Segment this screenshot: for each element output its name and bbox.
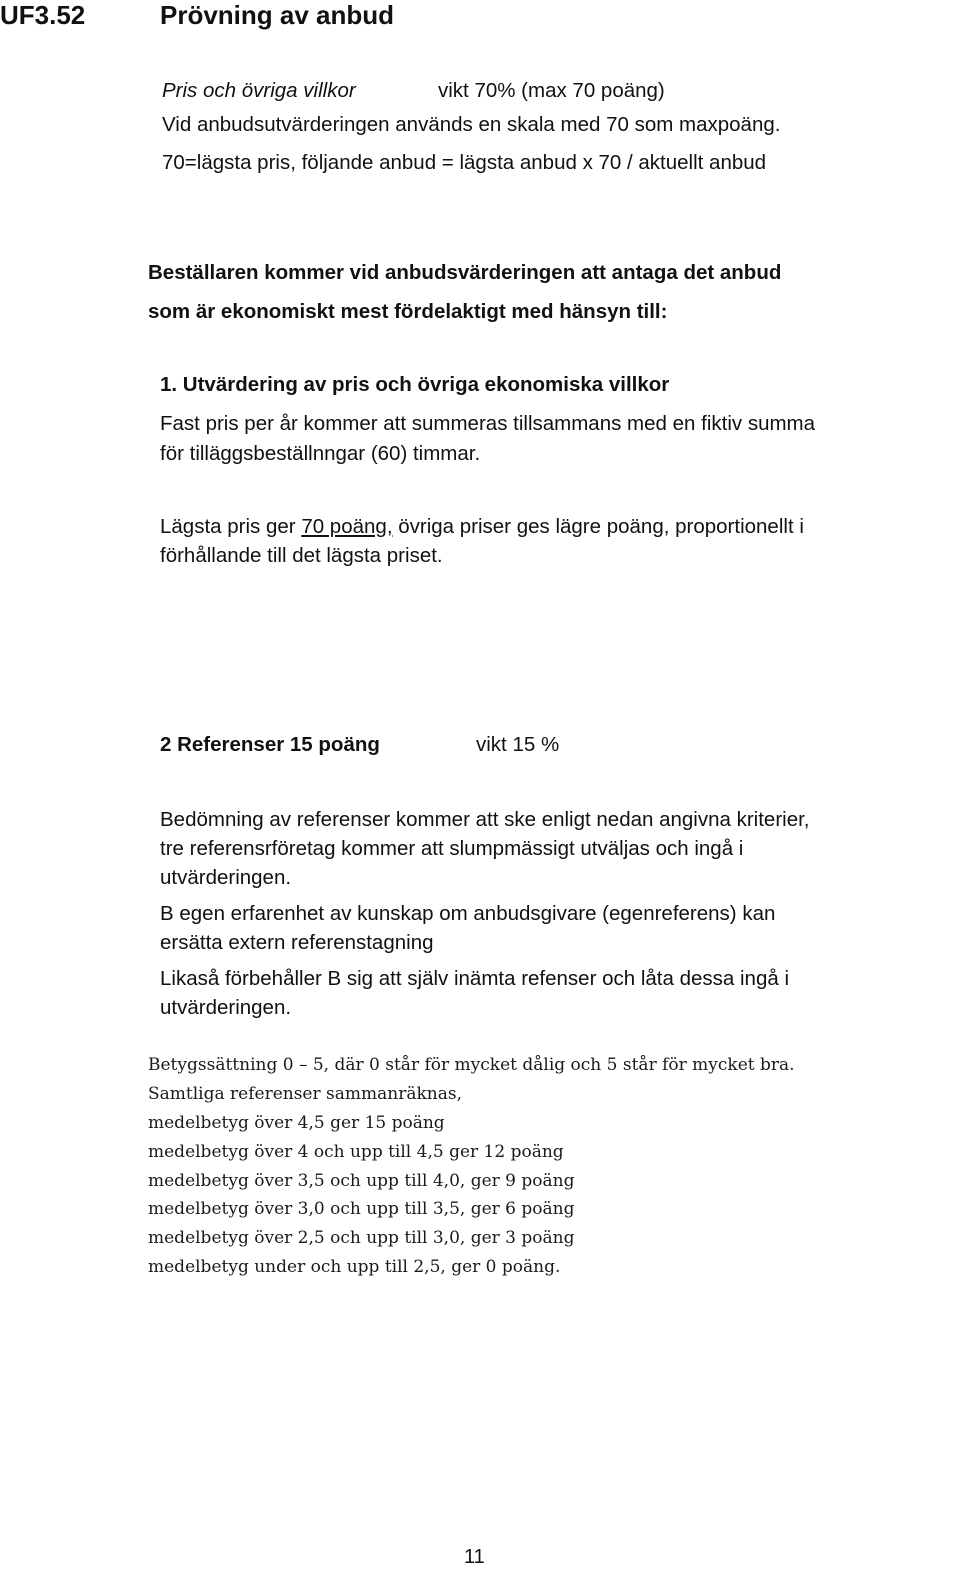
- price-label: Pris och övriga villkor: [162, 79, 356, 102]
- section-1-p2-line-1: [160, 512, 804, 541]
- section-2-p2-line-1: B egen erfarenhet av kunskap om anbudsgivare (egenreferens) kan: [160, 902, 776, 925]
- price-line-3: 70=lägsta pris, följande anbud = lägsta anbud x 70 / aktuellt anbud: [162, 151, 767, 174]
- page-number: 11: [464, 1546, 485, 1568]
- price-line-2: Vid anbudsutvärderingen används en skala med 70 som maxpoäng.: [162, 113, 781, 136]
- grading-line: medelbetyg över 3,5 och upp till 4,0, ger 9 poäng: [148, 1171, 575, 1191]
- intro-line-1: Beställaren kommer vid anbudsvärderingen att antaga det anbud: [148, 261, 782, 284]
- grading-line: medelbetyg över 2,5 och upp till 3,0, ger 3 poäng: [148, 1228, 575, 1248]
- grading-line: medelbetyg under och upp till 2,5, ger 0 poäng.: [148, 1257, 561, 1277]
- grading-line: Betygssättning 0 – 5, där 0 står för mycket dålig och 5 står för mycket bra.: [148, 1055, 795, 1075]
- page-title: Prövning av anbud: [160, 0, 395, 30]
- section-number: UF3.52: [0, 0, 86, 30]
- section-1-p2-pre: Lägsta pris ger: [160, 515, 302, 538]
- section-2-weight: vikt 15 %: [476, 733, 560, 756]
- section-1-p2-post: övriga priser ges lägre poäng, proportionellt i: [392, 515, 804, 538]
- grading-line: medelbetyg över 4,5 ger 15 poäng: [148, 1113, 445, 1133]
- section-2-p1-line-2: tre referensrföretag kommer att slumpmässigt utväljas och ingå i: [160, 837, 744, 860]
- price-weight: vikt 70% (max 70 poäng): [438, 79, 665, 102]
- grading-line: medelbetyg över 3,0 och upp till 3,5, ger 6 poäng: [148, 1199, 575, 1219]
- section-2-title: 2 Referenser 15 poäng: [160, 733, 380, 756]
- section-1-p1-line-2: för tilläggsbeställnngar (60) timmar.: [160, 442, 481, 465]
- grading-line: Samtliga referenser sammanräknas,: [148, 1084, 462, 1104]
- grading-line: medelbetyg över 4 och upp till 4,5 ger 12 poäng: [148, 1142, 564, 1162]
- section-2-p3-line-2: utvärderingen.: [160, 996, 292, 1019]
- section-2-p3-line-1: Likaså förbehåller B sig att själv inämta refenser och låta dessa ingå i: [160, 967, 790, 990]
- underlined-points: 70 poäng,: [301, 515, 393, 538]
- intro-line-2: som är ekonomiskt mest fördelaktigt med hänsyn till:: [148, 300, 668, 323]
- section-1-title: 1. Utvärdering av pris och övriga ekonomiska villkor: [160, 373, 670, 396]
- section-2-p1-line-1: Bedömning av referenser kommer att ske enligt nedan angivna kriterier,: [160, 808, 810, 831]
- section-1-p2-line-2: förhållande till det lägsta priset.: [160, 544, 443, 567]
- section-1-p1-line-1: Fast pris per år kommer att summeras tillsammans med en fiktiv summa: [160, 412, 816, 435]
- section-2-p1-line-3: utvärderingen.: [160, 866, 292, 889]
- section-2-p2-line-2: ersätta extern referenstagning: [160, 931, 434, 954]
